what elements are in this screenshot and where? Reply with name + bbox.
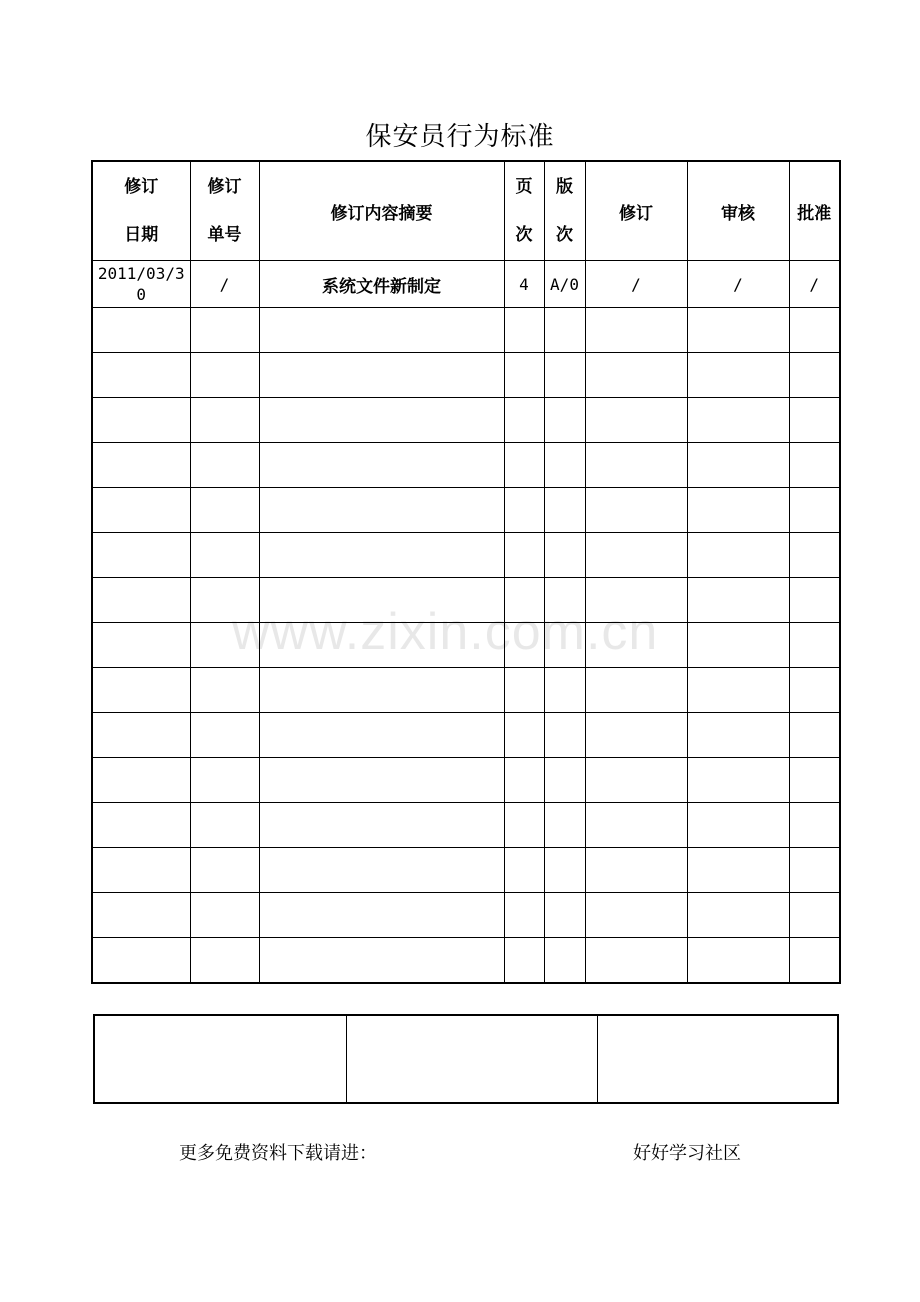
empty-cell (544, 758, 585, 803)
empty-cell (259, 398, 504, 443)
empty-cell (92, 488, 190, 533)
empty-cell (789, 398, 840, 443)
table-row (92, 713, 840, 758)
header-revision-summary: 修订内容摘要 (259, 161, 504, 261)
empty-cell (687, 713, 789, 758)
empty-cell (585, 803, 687, 848)
signature-cell (94, 1015, 346, 1103)
empty-cell (504, 938, 544, 984)
table-row (92, 353, 840, 398)
header-revised-by: 修订 (585, 161, 687, 261)
header-row (92, 161, 840, 261)
empty-cell (687, 803, 789, 848)
signature-cell (597, 1015, 838, 1103)
empty-cell (190, 713, 259, 758)
empty-cell (504, 398, 544, 443)
empty-cell (789, 578, 840, 623)
empty-cell (259, 938, 504, 984)
empty-cell (585, 938, 687, 984)
empty-cell (585, 488, 687, 533)
empty-cell (190, 758, 259, 803)
empty-cell (687, 398, 789, 443)
empty-cell (789, 893, 840, 938)
empty-cell (789, 713, 840, 758)
table-row (92, 893, 840, 938)
empty-cell (92, 848, 190, 893)
empty-cell (789, 623, 840, 668)
empty-cell (259, 758, 504, 803)
empty-cell (92, 668, 190, 713)
empty-cell (687, 443, 789, 488)
revision-table (91, 160, 841, 984)
empty-cell (585, 443, 687, 488)
empty-cell (687, 353, 789, 398)
cell-page: 4 (504, 261, 544, 308)
cell-revised-by: / (585, 261, 687, 308)
cell-version: A/0 (544, 261, 585, 308)
empty-cell (789, 353, 840, 398)
empty-cell (259, 803, 504, 848)
empty-cell (585, 398, 687, 443)
empty-cell (92, 398, 190, 443)
empty-cell (504, 758, 544, 803)
empty-cell (585, 353, 687, 398)
empty-cell (789, 443, 840, 488)
empty-cell (687, 938, 789, 984)
empty-cell (504, 803, 544, 848)
empty-cell (544, 443, 585, 488)
empty-cell (92, 893, 190, 938)
table-row (92, 443, 840, 488)
watermark: www.zixin.com.cn (232, 603, 659, 661)
empty-cell (92, 443, 190, 488)
table-row (92, 668, 840, 713)
table-row (92, 261, 840, 308)
empty-cell (190, 938, 259, 984)
empty-cell (190, 488, 259, 533)
empty-cell (190, 308, 259, 353)
empty-cell (92, 533, 190, 578)
empty-cell (190, 848, 259, 893)
footer-right-text: 好好学习社区 (633, 1143, 741, 1164)
empty-cell (687, 578, 789, 623)
empty-cell (259, 488, 504, 533)
empty-cell (687, 758, 789, 803)
empty-cell (504, 308, 544, 353)
empty-cell (92, 713, 190, 758)
empty-cell (789, 668, 840, 713)
empty-cell (544, 398, 585, 443)
empty-cell (544, 308, 585, 353)
empty-cell (92, 353, 190, 398)
signature-row (94, 1015, 838, 1103)
empty-cell (789, 758, 840, 803)
header-revision-number: 修订 单号 (190, 161, 259, 261)
footer-left-text: 更多免费资料下载请进： (179, 1143, 377, 1164)
empty-cell (789, 308, 840, 353)
empty-cell (504, 353, 544, 398)
empty-cell (544, 848, 585, 893)
signature-table (93, 1014, 839, 1104)
empty-cell (544, 803, 585, 848)
empty-cell (190, 443, 259, 488)
empty-cell (92, 803, 190, 848)
empty-cell (789, 938, 840, 984)
table-row (92, 398, 840, 443)
empty-cell (92, 623, 190, 668)
empty-cell (544, 893, 585, 938)
empty-cell (504, 893, 544, 938)
table-row (92, 848, 840, 893)
empty-cell (504, 848, 544, 893)
empty-cell (585, 893, 687, 938)
empty-cell (504, 443, 544, 488)
empty-cell (687, 308, 789, 353)
empty-cell (190, 533, 259, 578)
empty-cell (504, 668, 544, 713)
empty-cell (259, 353, 504, 398)
document-title: 保安员行为标准 (365, 122, 555, 152)
empty-cell (92, 578, 190, 623)
header-reviewed-by: 审核 (687, 161, 789, 261)
empty-cell (92, 308, 190, 353)
empty-cell (687, 668, 789, 713)
empty-cell (544, 353, 585, 398)
empty-cell (544, 533, 585, 578)
empty-cell (544, 938, 585, 984)
cell-summary: 系统文件新制定 (259, 261, 504, 308)
empty-cell (504, 533, 544, 578)
empty-cell (687, 533, 789, 578)
empty-cell (259, 848, 504, 893)
empty-cell (259, 533, 504, 578)
cell-order-no: / (190, 261, 259, 308)
empty-cell (92, 758, 190, 803)
empty-cell (259, 713, 504, 758)
empty-cell (687, 848, 789, 893)
empty-cell (585, 668, 687, 713)
empty-cell (789, 803, 840, 848)
header-page: 页 次 (504, 161, 544, 261)
empty-cell (687, 488, 789, 533)
empty-cell (190, 803, 259, 848)
empty-cell (92, 938, 190, 984)
empty-cell (789, 848, 840, 893)
signature-cell (346, 1015, 597, 1103)
table-row (92, 938, 840, 984)
empty-cell (544, 713, 585, 758)
empty-cell (190, 893, 259, 938)
cell-approved-by: / (789, 261, 840, 308)
empty-cell (504, 713, 544, 758)
empty-cell (789, 488, 840, 533)
empty-cell (585, 533, 687, 578)
empty-cell (544, 668, 585, 713)
empty-cell (544, 488, 585, 533)
table-row (92, 533, 840, 578)
empty-cell (190, 668, 259, 713)
cell-date: 2011/03/30 (92, 261, 190, 308)
empty-cell (190, 398, 259, 443)
empty-cell (585, 308, 687, 353)
table-row (92, 758, 840, 803)
empty-cell (687, 893, 789, 938)
empty-cell (585, 713, 687, 758)
empty-cell (190, 353, 259, 398)
empty-cell (259, 668, 504, 713)
empty-cell (259, 443, 504, 488)
header-version: 版 次 (544, 161, 585, 261)
empty-cell (585, 848, 687, 893)
empty-cell (789, 533, 840, 578)
empty-cell (687, 623, 789, 668)
empty-cell (585, 758, 687, 803)
header-approved-by: 批准 (789, 161, 840, 261)
empty-cell (259, 308, 504, 353)
cell-reviewed-by: / (687, 261, 789, 308)
empty-cell (259, 893, 504, 938)
table-row (92, 803, 840, 848)
table-row (92, 308, 840, 353)
header-revision-date: 修订 日期 (92, 161, 190, 261)
empty-cell (504, 488, 544, 533)
table-row (92, 488, 840, 533)
